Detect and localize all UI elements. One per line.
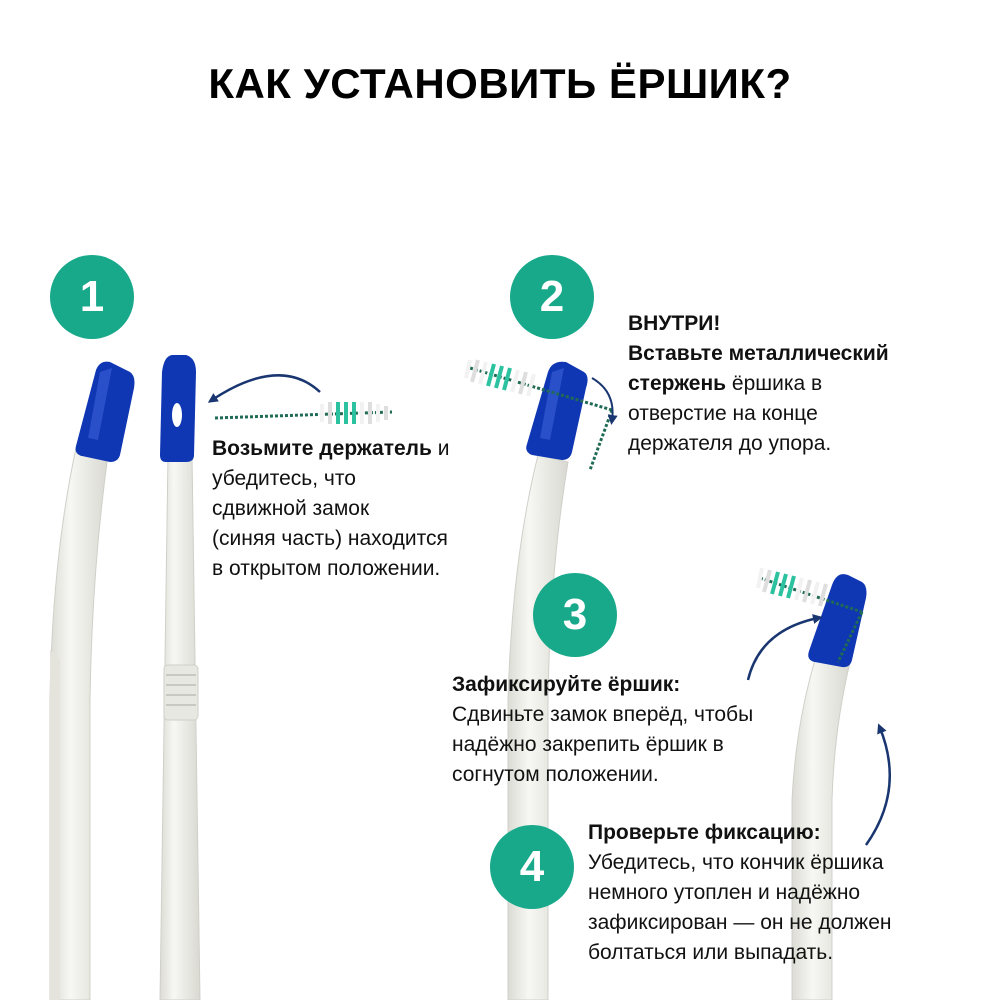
holder-bent-step1 [50, 362, 135, 1000]
step-1-line-2: убедитесь, что [212, 467, 356, 490]
page-title: КАК УСТАНОВИТЬ ЁРШИК? [208, 60, 792, 107]
brush-step1 [215, 402, 392, 424]
arrow-step1 [212, 375, 320, 400]
step-1-line-3: сдвижной замок [212, 497, 370, 520]
step-3-line-3: надёжно закрепить ёршик в [452, 733, 724, 756]
step-1-line-1: Возьмите держатель и [212, 437, 450, 460]
step-4-text [588, 818, 968, 968]
step-2-line-3: стержень ёршика в [628, 372, 823, 395]
step-4-line-3: немного утоплен и надёжно [588, 881, 861, 904]
step-number-badge-2: 2 [510, 255, 594, 339]
step-number-badge-3: 3 [533, 573, 617, 657]
step-1-text [212, 434, 512, 584]
step-2-text [628, 309, 958, 459]
step-number-badge-4: 4 [490, 825, 574, 909]
step-3-line-2: Сдвиньте замок вперёд, чтобы [452, 703, 754, 726]
arrow-step2 [592, 378, 613, 420]
step-4-line-2: Убедитесь, что кончик ёршика [588, 851, 884, 874]
step-4-line-4: зафиксирован — он не должен [588, 911, 892, 934]
step-2-line-2: Вставьте металлический [628, 342, 889, 365]
step-1-line-5: в открытом положении. [212, 557, 441, 580]
step-2-line-1: ВНУТРИ! [628, 312, 721, 335]
step-1-line-4: (синяя часть) находится [212, 527, 448, 550]
step-3-line-1: Зафиксируйте ёршик: [452, 673, 681, 696]
step-4-line-5: болтаться или выпадать. [588, 941, 834, 964]
step-3-text [452, 670, 792, 790]
lock-hole [172, 403, 182, 427]
holder-straight-step1 [160, 355, 200, 1000]
step-2-line-5: держателя до упора. [628, 432, 832, 455]
step-4-line-1: Проверьте фиксацию: [588, 821, 821, 844]
step-number-badge-1: 1 [50, 255, 134, 339]
step-3-line-4: согнутом положении. [452, 763, 659, 786]
step-2-line-4: отверстие на конце [628, 402, 818, 425]
